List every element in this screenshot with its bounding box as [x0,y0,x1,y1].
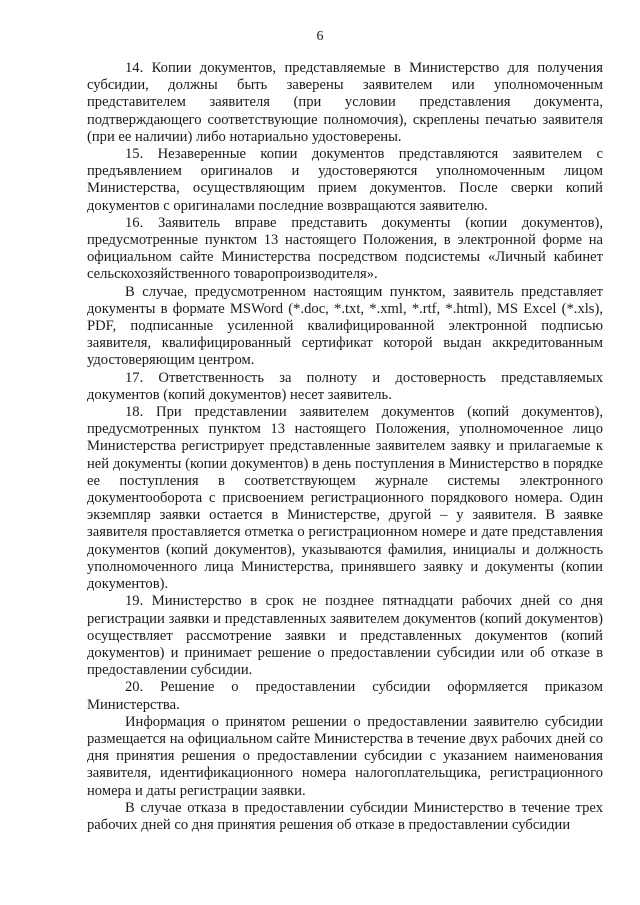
page-number: 6 [316,29,324,44]
paragraph-item-20-refusal: В случае отказа в предоставлении субсидии Министерство в течение трех рабочих дней со дня принятия решения об отказе в предоставлении субсидии [87,799,603,833]
document-body [87,60,603,834]
paragraph-item-16: 16. Заявитель вправе представить документы (копии документов), предусмотренные пунктом 13 настоящего Положения, в электронной форме на официальном сайте Министерства посредством подсистемы «Личный кабинет сельскохозяйственного товаропроизводителя». [87,214,603,283]
paragraph-item-14: 14. Копии документов, представляемые в Министерство для получения субсидии, должны быть заверены заявителем или уполномоченным представителем заявителя (при условии представления документа, подтверждающего соответствующие полномочия), скреплены печатью заявителя (при ее наличии) либо нотариально удостоверены. [87,60,603,145]
paragraph-item-18: 18. При представлении заявителем документов (копий документов), предусмотренных пунктом 13 настоящего Положения, уполномоченное лицо Министерства регистрирует представленные заявителем заявку и прилагаемые к ней документы (копии документов) в день поступления в Министерство в порядке ее поступления в соответствующем журнале системы электронного документооборота с присвоением регистрационного порядкового номера. Один экземпляр заявки остается в Министерстве, другой – у заявителя. В заявке заявителя проставляется отметка о регистрационном номере и дате представления документов (копий документов), указываются фамилия, инициалы и должность уполномоченного лица Министерства, принявшего заявку и документы (копии документов). [87,404,603,593]
paragraph-item-17: 17. Ответственность за полноту и достоверность представляемых документов (копий документов) несет заявитель. [87,369,603,403]
paragraph-item-15: 15. Незаверенные копии документов представляются заявителем с предъявлением оригиналов и удостоверяются уполномоченным лицом Министерства, осуществляющим прием документов. После сверки копий документов с оригиналами последние возвращаются заявителю. [87,146,603,214]
paragraph-item-20: 20. Решение о предоставлении субсидии оформляется приказом Министерства. [87,679,603,713]
paragraph-item-19: 19. Министерство в срок не позднее пятнадцати рабочих дней со дня регистрации заявки и представленных заявителем документов (копий документов) осуществляет рассмотрение заявки и представленных документов (копий документов) и принимает решение о предоставлении субсидии или об отказе в предоставлении субсидии. [87,593,603,679]
paragraph-item-20-information: Информация о принятом решении о предоставлении заявителю субсидии размещается на официальном сайте Министерства в течение двух рабочих дней со дня принятия решения о предоставлении субсидии с указанием наименования заявителя, идентификационного номера налогоплательщика, регистрационного номера и даты регистрации заявки. [87,713,603,799]
paragraph-item-16-formats: В случае, предусмотренном настоящим пунктом, заявитель представляет документы в формате MSWord (*.doc, *.txt, *.xml, *.rtf, *.html), MS Excel (*.xls), PDF, подписанные усиленной квалифицированной электронной подписью заявителя, квалифицированный сертификат которой выдан аккредитованным удостоверяющим центром. [87,283,603,369]
